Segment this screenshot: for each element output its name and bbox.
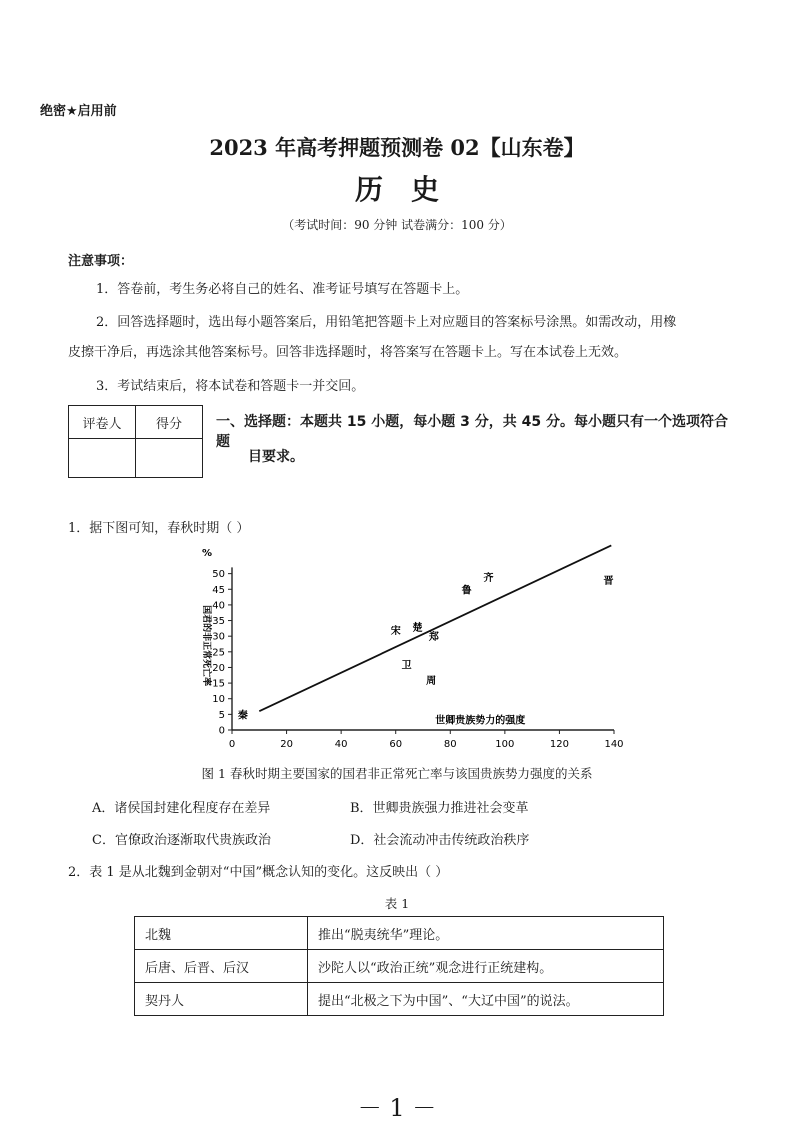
y-tick-label: 40 (212, 600, 225, 612)
x-tick-label: 120 (549, 739, 569, 750)
y-unit-label: % (202, 548, 213, 559)
figure-caption: 图 1 春秋时期主要国家的国君非正常死亡率与该国贵族势力强度的关系 (201, 766, 593, 781)
y-tick-label: 0 (218, 725, 225, 737)
data-point: 周 (426, 675, 437, 687)
data-point: 宋 (390, 625, 401, 637)
y-tick-label: 10 (212, 694, 225, 706)
grader-cell (69, 439, 136, 478)
data-point: 齐 (483, 572, 494, 584)
y-tick-label: 20 (212, 662, 225, 674)
y-axis-label: 国君的非正常死亡率 (201, 605, 211, 687)
x-tick-label: 20 (280, 739, 293, 750)
table-row (135, 917, 664, 950)
subject-title: 历史 (354, 173, 467, 206)
data-point: 卫 (401, 660, 412, 672)
option-c: C．官僚政治逐渐取代贵族政治 (92, 833, 271, 848)
table-cell-content: 沙陀人以“政治正统”观念进行正统建构。 (308, 950, 664, 983)
page-number: － 1 － (357, 1094, 437, 1122)
confidential-mark: 绝密★启用前 (40, 104, 117, 119)
y-tick-label: 45 (212, 584, 225, 596)
score-header: 得分 (136, 406, 203, 439)
question-1-stem: 1．据下图可知，春秋时期（ ） (68, 521, 250, 536)
option-b: B．世卿贵族强力推进社会变革 (350, 801, 529, 816)
table-cell-period: 契丹人 (135, 983, 308, 1016)
scatter-chart (190, 540, 630, 758)
x-axis-label: 世卿贵族势力的强度 (435, 715, 526, 727)
exam-title: 2023 年高考押题预测卷 02【山东卷】 (209, 135, 585, 160)
note-3: 3．考试结束后，将本试卷和答题卡一并交回。 (96, 379, 365, 394)
notes-heading: 注意事项： (68, 254, 134, 269)
y-tick-label: 15 (212, 678, 225, 690)
data-point: 鲁 (461, 585, 472, 597)
grader-header: 评卷人 (69, 406, 136, 439)
x-tick-label: 100 (495, 739, 515, 750)
y-tick-label: 5 (218, 709, 225, 721)
option-d: D．社会流动冲击传统政治秩序 (350, 833, 530, 848)
x-tick-label: 0 (228, 739, 236, 750)
x-tick-label: 60 (389, 739, 403, 750)
data-point: 晋 (603, 575, 614, 587)
y-tick-label: 35 (212, 616, 225, 628)
x-tick-label: 80 (443, 739, 457, 750)
question-2-stem: 2．表 1 是从北魏到金朝对“中国”概念认知的变化。这反映出（ ） (68, 865, 449, 880)
x-tick-label: 140 (604, 739, 624, 750)
table-cell-period: 北魏 (135, 917, 308, 950)
table-1 (134, 916, 664, 1016)
section-heading-cont: 目要求。 (248, 449, 304, 465)
option-a: A．诸侯国封建化程度存在差异 (92, 801, 271, 816)
data-point: 郑 (428, 632, 439, 644)
exam-time-info: （考试时间：90 分钟 试卷满分：100 分） (282, 218, 512, 232)
table-cell-period: 后唐、后晋、后汉 (135, 950, 308, 983)
score-table (68, 405, 203, 478)
table-caption: 表 1 (384, 896, 410, 911)
table-cell-content: 提出“北极之下为中国”、“大辽中国”的说法。 (308, 983, 664, 1016)
y-tick-label: 25 (212, 647, 225, 659)
note-1: 1．答卷前，考生务必将自己的姓名、准考证号填写在答题卡上。 (96, 282, 469, 297)
note-2-line-2: 皮擦干净后，再选涂其他答案标号。回答非选择题时，将答案写在答题卡上。写在本试卷上无效。 (68, 345, 628, 360)
y-tick-label: 50 (212, 569, 225, 581)
y-tick-label: 30 (212, 631, 225, 643)
data-point: 楚 (412, 622, 423, 634)
section-heading: 一、选择题：本题共 15 小题，每小题 3 分，共 45 分。每小题只有一个选项符合题 (216, 414, 728, 450)
x-tick-label: 40 (334, 739, 348, 750)
table-cell-content: 推出“脱夷统华”理论。 (308, 917, 664, 950)
table-row (135, 950, 664, 983)
score-cell (136, 439, 203, 478)
note-2-line-1: 2．回答选择题时，选出每小题答案后，用铅笔把答题卡上对应题目的答案标号涂黑。如需改动，用橡 (96, 315, 677, 330)
data-point: 秦 (237, 710, 248, 722)
table-row (135, 983, 664, 1016)
